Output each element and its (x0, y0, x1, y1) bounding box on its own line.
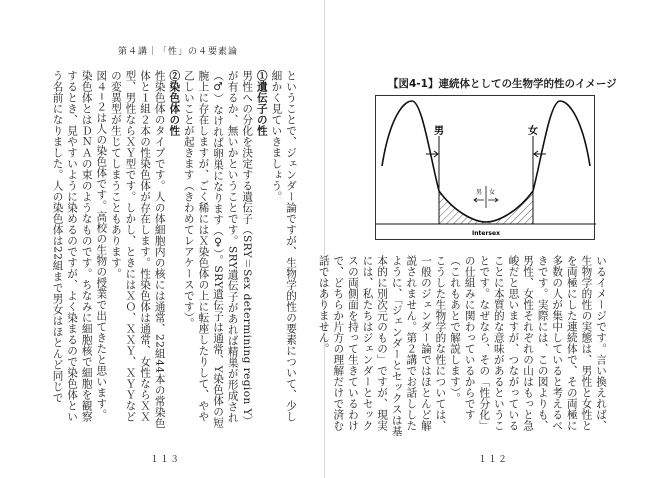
paragraph-chromosome-figure: 図４−２は人の染色体です。高校の生物の授業で出てきたと思います。染色体とはＤＮＡの束のようなものです。ちなみに細胞核で細胞を観察するとき、見やすいように染めるのですが、よく染まるので染色体という名前になりました。人の染色体は22組まで男女はほとんど同じで (51, 70, 108, 422)
paragraph-chromosome-sex: 性染色体のタイプです。人の体細胞内の核には通常、22組44本の常染色体と１組２本の性染色体が存在します。性染色体は通常、女性ならＸＸ型、男性ならＸＹ型です。しかし、ときにはＸＯ、ＸＸＹ、ＸＹＹなどの変異型が生じてしまうこともあります。 (109, 70, 166, 429)
right-body-text (317, 255, 608, 440)
center-arrow-left (474, 198, 484, 202)
paragraph-gene-sex: 男性への分化を決定する遺伝子（SRY＝Sex determining region Y）が有るか、無いかということです。SRY遺伝子があれば精巣が形成され（♂）なければ卵巣になります（♀）。SRY遺伝子は通常、Y染色体の短腕上に存在しますが、ごく稀にはＸ染色体の上に転座したりして、やや乙しいことが起きます（きわめてレアケースです）。 (182, 70, 254, 428)
label-small-male: 男 (476, 189, 483, 196)
section-heading-chromosome-sex: ②染色体の性 (168, 70, 181, 136)
paragraph-intro: ということで、ジェンダー論ですが、生物学的性の要素について、少し細かく見ていきましょう。 (270, 70, 297, 422)
paragraph-gender-theory: こうした生物学的な性については、一般のジェンダー論ではほとんど解説されません。第２講でお話ししたように、「ジェンダーとセックスは基本的に別次元のもの」ですが、現実には、私たちはジェンダーとセックスの両側面を持って生きているわけで、どちらか片方の理解だけで済む話ではありません。 (317, 255, 447, 437)
page-number-left: １１３ (150, 455, 181, 465)
label-male: 男 (434, 126, 444, 137)
page-number-right: １１２ (478, 455, 509, 465)
label-small-female: 女 (489, 189, 496, 196)
continuum-curve-diagram (376, 96, 596, 241)
label-intersex: Intersex (472, 230, 500, 237)
left-body-text (28, 70, 298, 430)
male-arrow (426, 151, 438, 157)
paragraph-continuum: いるイメージです。言い換えれば、生物学的性の実態は、男性と女性とを両極にした連続体で、その両極に多数の人が集中していると考えるべきです。実際には、この図よりも、男性、女性それぞれの山はもっと急峻だと思いますが、つながっていることに本質的な意味があるということです。なぜなら、その「性分化」の仕組みに関わっているからです（これもあとで解説します）。 (449, 255, 607, 431)
figure-title: 【図4-1】連続体としての生物学的性のイメージ (388, 78, 617, 90)
figure-continuum (375, 95, 595, 240)
center-arrow-right (488, 198, 498, 202)
running-head: 第４講｜「性」の４要素論 (118, 47, 239, 57)
label-female: 女 (528, 126, 538, 137)
section-heading-gene-sex: ①遺伝子の性 (255, 70, 268, 136)
female-arrow (534, 151, 546, 157)
